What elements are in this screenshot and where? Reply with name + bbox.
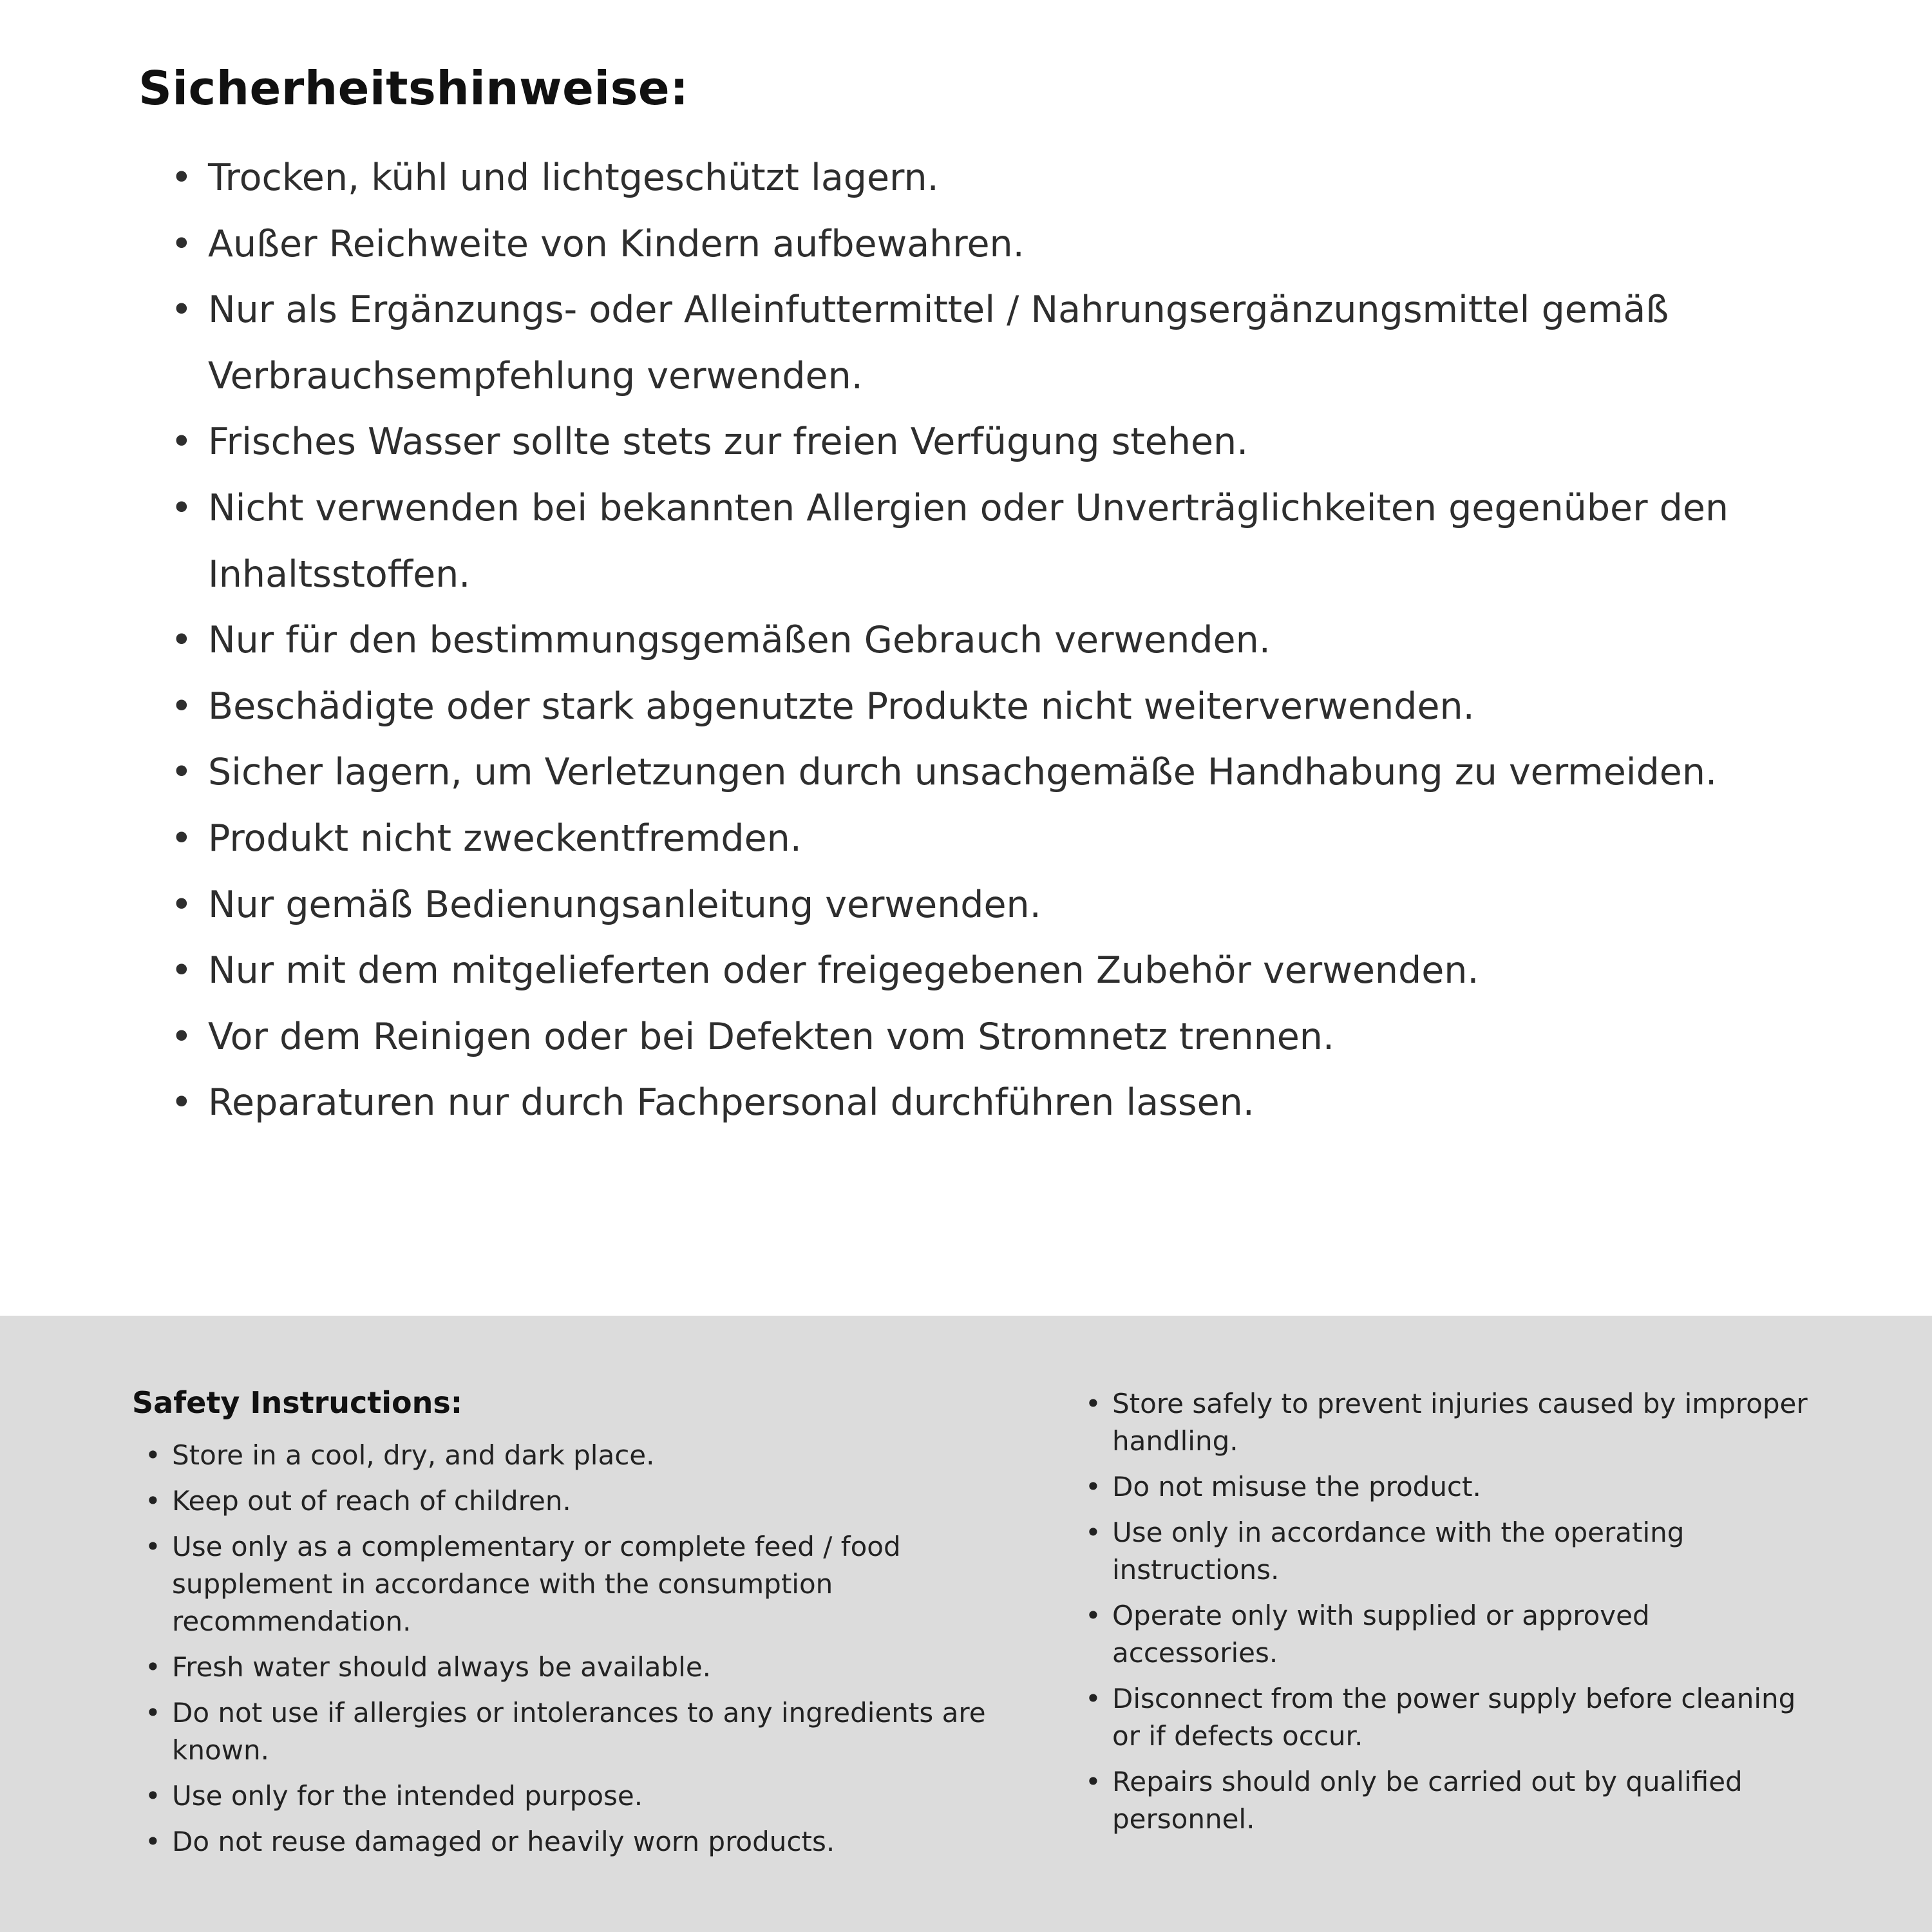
list-item-text: Reparaturen nur durch Fachpersonal durchführen lassen. xyxy=(208,1081,1255,1124)
list-item xyxy=(145,1777,989,1815)
list-item xyxy=(171,1070,1829,1136)
bullet-icon: • xyxy=(1085,1388,1101,1419)
bullet-icon: • xyxy=(145,1651,161,1683)
english-title: Safety Instructions: xyxy=(132,1385,463,1420)
list-item-text: Do not reuse damaged or heavily worn products. xyxy=(172,1825,835,1857)
list-item xyxy=(171,938,1829,1004)
list-item-text: Disconnect from the power supply before cleaning or if defects occur. xyxy=(1112,1682,1796,1752)
bullet-icon: • xyxy=(1085,1765,1101,1797)
bullet-icon: • xyxy=(1085,1599,1101,1631)
list-item-text: Use only for the intended purpose. xyxy=(172,1779,643,1812)
bullet-icon: • xyxy=(171,289,193,332)
list-item-text: Beschädigte oder stark abgenutzte Produkte nicht weiterverwenden. xyxy=(208,685,1475,728)
bullet-icon: • xyxy=(145,1439,161,1471)
list-item-text: Vor dem Reinigen oder bei Defekten vom Stromnetz trennen. xyxy=(208,1015,1335,1058)
list-item xyxy=(1085,1385,1823,1460)
list-item-text: Store in a cool, dry, and dark place. xyxy=(172,1439,655,1471)
list-item xyxy=(145,1649,989,1686)
english-left-column xyxy=(132,1385,989,1906)
list-item-text: Außer Reichweite von Kindern aufbewahren. xyxy=(208,222,1025,265)
bullet-icon: • xyxy=(145,1825,161,1857)
bullet-icon: • xyxy=(145,1484,161,1517)
list-item-text: Store safely to prevent injuries caused by improper handling. xyxy=(1112,1388,1808,1457)
bullet-icon: • xyxy=(171,1015,193,1058)
list-item xyxy=(171,475,1829,607)
list-item xyxy=(1085,1597,1823,1672)
list-item xyxy=(171,145,1829,211)
english-right-column xyxy=(1085,1385,1823,1906)
bullet-icon: • xyxy=(171,685,193,728)
list-item-text: Use only in accordance with the operating instructions. xyxy=(1112,1516,1685,1586)
bullet-icon: • xyxy=(171,156,193,199)
bullet-icon: • xyxy=(171,1081,193,1124)
list-item xyxy=(145,1528,989,1640)
bullet-icon: • xyxy=(1085,1470,1101,1502)
german-safety-list xyxy=(138,145,1829,1136)
list-item-text: Frisches Wasser sollte stets zur freien Verfügung stehen. xyxy=(208,421,1249,464)
bullet-icon: • xyxy=(171,486,193,529)
list-item xyxy=(171,739,1829,806)
list-item-text: Do not misuse the product. xyxy=(1112,1470,1481,1502)
list-item xyxy=(171,277,1829,409)
list-item-text: Nur mit dem mitgelieferten oder freigegebenen Zubehör verwenden. xyxy=(208,949,1479,992)
bullet-icon: • xyxy=(1085,1516,1101,1548)
list-item-text: Repairs should only be carried out by qualified personnel. xyxy=(1112,1765,1743,1835)
list-item xyxy=(171,872,1829,938)
list-item-text: Do not use if allergies or intolerances to any ingredients are known. xyxy=(172,1696,986,1766)
list-item xyxy=(171,211,1829,278)
bullet-icon: • xyxy=(171,883,193,926)
list-item-text: Nur gemäß Bedienungsanleitung verwenden. xyxy=(208,883,1041,926)
bullet-icon: • xyxy=(171,817,193,860)
bullet-icon: • xyxy=(171,421,193,464)
list-item xyxy=(145,1482,989,1520)
bullet-icon: • xyxy=(171,751,193,794)
list-item xyxy=(171,806,1829,872)
list-item-text: Sicher lagern, um Verletzungen durch unsachgemäße Handhabung zu vermeiden. xyxy=(208,751,1718,794)
bullet-icon: • xyxy=(171,619,193,662)
list-item-text: Fresh water should always be available. xyxy=(172,1651,712,1683)
english-section xyxy=(0,1316,1932,1932)
list-item xyxy=(1085,1680,1823,1755)
bullet-icon: • xyxy=(171,949,193,992)
list-item-text: Nur als Ergänzungs- oder Alleinfuttermittel / Nahrungsergänzungsmittel gemäß Verbrauchsempfehlung verwenden. xyxy=(208,289,1669,397)
list-item xyxy=(145,1694,989,1769)
bullet-icon: • xyxy=(145,1696,161,1728)
list-item-text: Nicht verwenden bei bekannten Allergien oder Unverträglichkeiten gegenüber den Inhaltsstoffen. xyxy=(208,486,1729,596)
german-title: Sicherheitshinweise: xyxy=(138,61,689,115)
list-item-text: Operate only with supplied or approved accessories. xyxy=(1112,1599,1650,1669)
english-safety-list-left xyxy=(132,1437,989,1861)
list-item xyxy=(171,409,1829,475)
list-item-text: Produkt nicht zweckentfremden. xyxy=(208,817,802,860)
bullet-icon: • xyxy=(145,1779,161,1812)
bullet-icon: • xyxy=(171,222,193,265)
bullet-icon: • xyxy=(1085,1682,1101,1714)
list-item xyxy=(145,1437,989,1474)
list-item xyxy=(1085,1763,1823,1838)
bullet-icon: • xyxy=(145,1530,161,1562)
english-safety-list-right xyxy=(1085,1385,1823,1837)
list-item xyxy=(1085,1468,1823,1506)
list-item xyxy=(171,674,1829,740)
list-item xyxy=(1085,1514,1823,1589)
list-item-text: Keep out of reach of children. xyxy=(172,1484,571,1517)
list-item xyxy=(171,607,1829,674)
list-item-text: Use only as a complementary or complete feed / food supplement in accordance with the consumption recommendation. xyxy=(172,1530,901,1637)
list-item-text: Nur für den bestimmungsgemäßen Gebrauch verwenden. xyxy=(208,619,1271,662)
list-item xyxy=(145,1823,989,1861)
list-item xyxy=(171,1004,1829,1070)
list-item-text: Trocken, kühl und lichtgeschützt lagern. xyxy=(208,156,939,199)
